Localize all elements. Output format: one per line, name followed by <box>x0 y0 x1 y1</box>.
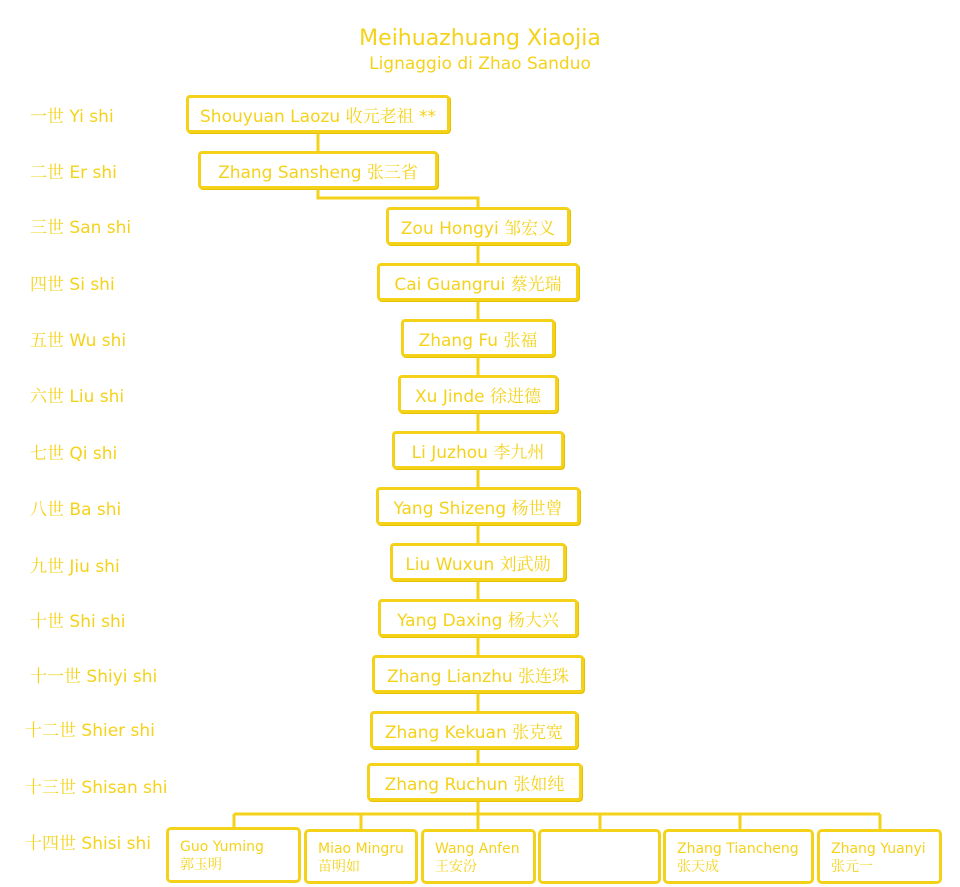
person-node: Yang Daxing 杨大兴 <box>378 599 578 637</box>
generation-label: 四世 Si shi <box>30 275 115 295</box>
leaf-pinyin: Zhang Yuanyi <box>831 841 926 857</box>
person-node: Zhang Lianzhu 张连珠 <box>372 655 584 693</box>
chart-subtitle: Lignaggio di Zhao Sanduo <box>369 54 591 74</box>
person-leaf <box>421 829 536 884</box>
leaf-pinyin: Wang Anfen <box>435 841 520 857</box>
connector <box>318 188 478 208</box>
person-node: Zhang Sansheng 张三省 <box>198 151 438 189</box>
person-leaf <box>817 829 942 884</box>
leaf-hanzi: 苗明如 <box>318 859 360 875</box>
generation-label: 七世 Qi shi <box>30 444 118 464</box>
person-leaf <box>304 829 418 884</box>
person-node: Cai Guangrui 蔡光瑞 <box>377 263 579 301</box>
person-node: Zhang Fu 张福 <box>401 319 555 357</box>
generation-label: 二世 Er shi <box>30 163 117 183</box>
person-leaf <box>166 827 301 883</box>
generation-label: 六世 Liu shi <box>30 387 125 407</box>
generation-label: 八世 Ba shi <box>30 500 122 520</box>
generation-label: 十三世 Shisan shi <box>25 778 168 798</box>
generation-label: 九世 Jiu shi <box>30 557 120 577</box>
generation-label: 三世 San shi <box>30 218 132 238</box>
person-node: Shouyuan Laozu 收元老祖 ** <box>186 95 450 133</box>
person-leaf <box>663 829 814 884</box>
chart-title: Meihuazhuang Xiaojia <box>359 26 601 51</box>
person-leaf <box>538 829 661 884</box>
leaf-hanzi: 张天成 <box>677 859 719 875</box>
person-node: Zhang Ruchun 张如纯 <box>367 763 582 801</box>
person-node: Yang Shizeng 杨世曾 <box>376 487 580 525</box>
leaf-pinyin: Zhang Tiancheng <box>677 841 799 857</box>
leaf-pinyin: Guo Yuming <box>180 839 264 855</box>
leaf-hanzi: 王安汾 <box>435 859 477 875</box>
leaf-hanzi: 郭玉明 <box>180 857 222 873</box>
generation-label: 十二世 Shier shi <box>25 721 155 741</box>
generation-label: 一世 Yi shi <box>30 107 114 127</box>
generation-label: 五世 Wu shi <box>30 331 127 351</box>
person-node: Li Juzhou 李九州 <box>392 431 564 469</box>
generation-label: 十一世 Shiyi shi <box>30 667 158 687</box>
person-node: Zhang Kekuan 张克宽 <box>370 711 578 749</box>
leaf-hanzi: 张元一 <box>831 859 873 875</box>
generation-label: 十世 Shi shi <box>30 612 126 632</box>
generation-label: 十四世 Shisi shi <box>25 834 152 854</box>
person-node: Liu Wuxun 刘武勋 <box>390 543 566 581</box>
leaf-pinyin: Miao Mingru <box>318 841 404 857</box>
person-node: Zou Hongyi 邹宏义 <box>386 207 570 245</box>
person-node: Xu Jinde 徐进德 <box>398 375 558 413</box>
